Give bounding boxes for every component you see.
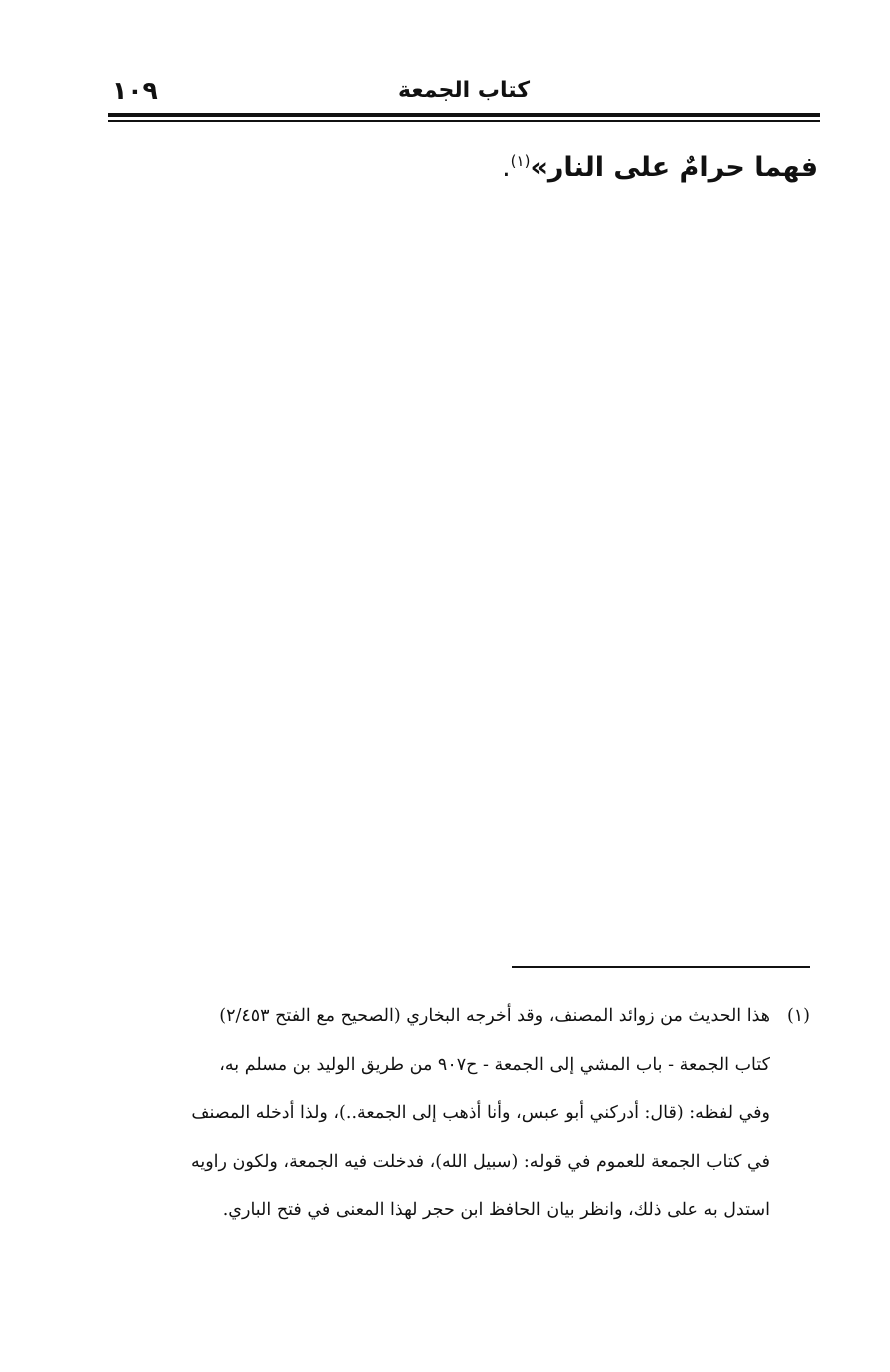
footnote-line: وفي لفظه: (قال: أدركني أبو عبس، وأنا أذهب إلى الجمعة..)، ولذا أدخله المصنف	[191, 1103, 770, 1123]
page-header	[108, 76, 820, 110]
footnotes	[98, 992, 810, 1235]
main-paragraph	[118, 138, 818, 191]
running-title: كتاب الجمعة	[398, 78, 530, 103]
footnote-separator	[512, 966, 810, 968]
footnote-line: كتاب الجمعة - باب المشي إلى الجمعة - ح٩٠٧ من طريق الوليد بن مسلم به،	[219, 1054, 770, 1075]
header-rule-thin	[108, 120, 820, 122]
header-rule-thick	[108, 113, 820, 117]
main-text: فهما حرامٌ على النار»	[530, 152, 818, 183]
footnote-marker: (١)	[786, 1006, 810, 1026]
footnote-line: استدل به على ذلك، وانظر بيان الحافظ ابن حجر لهذا المعنى في فتح الباري.	[222, 1200, 770, 1220]
footnote-line: في كتاب الجمعة للعموم في قوله: (سبيل الله)، فدخلت فيه الجمعة، ولكون راويه	[190, 1151, 770, 1172]
footnote-line-text: هذا الحديث من زوائد المصنف، وقد أخرجه البخاري (الصحيح مع الفتح ٢/٤٥٣)	[219, 1006, 770, 1026]
footnote-line	[98, 992, 810, 1041]
footnote-reference[interactable]: (١)	[510, 152, 531, 170]
main-text-tail: .	[502, 152, 511, 183]
page-number: ١٠٩	[112, 76, 158, 105]
